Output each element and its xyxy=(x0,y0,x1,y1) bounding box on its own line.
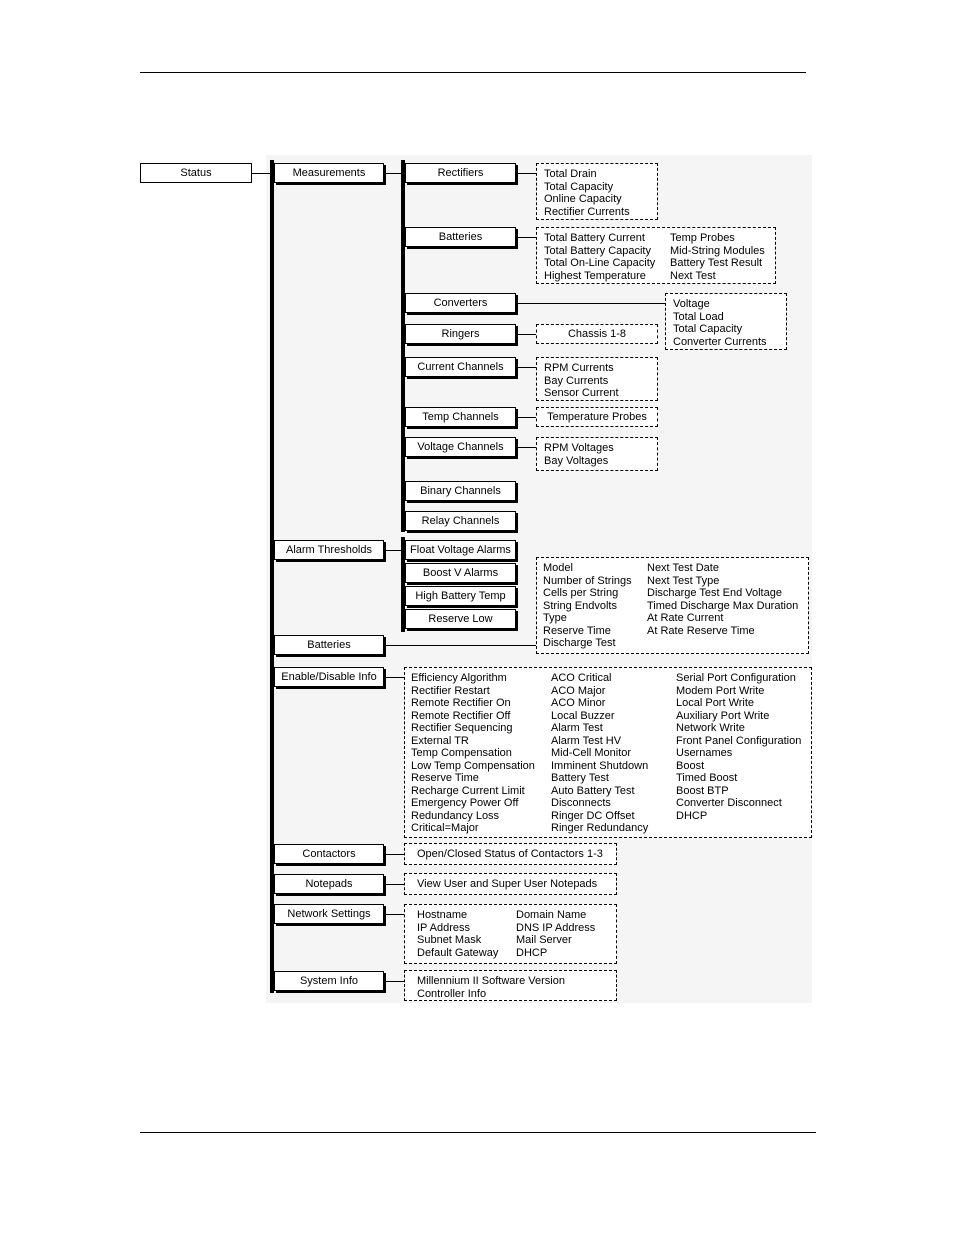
detail-item: Battery Test Result xyxy=(670,257,763,269)
detail-item: Number of Strings xyxy=(543,574,632,587)
measurements-node xyxy=(274,163,384,183)
detail-item: Default Gateway xyxy=(417,946,499,959)
detail-item: External TR xyxy=(411,734,469,747)
detail-item: Mid-Cell Monitor xyxy=(551,747,632,759)
detail-item: Low Temp Compensation xyxy=(411,759,535,772)
detail-item: Network Write xyxy=(676,722,745,734)
detail-item: Boost BTP xyxy=(676,784,729,797)
detail-item: Critical=Major xyxy=(411,822,479,834)
notepads-label: Notepads xyxy=(305,877,353,890)
level1-trunk xyxy=(270,160,274,993)
footer-rule xyxy=(140,1132,816,1133)
notepads-node xyxy=(274,874,384,894)
high-battery-temp-label: High Battery Temp xyxy=(415,589,506,602)
detail-item: Disconnects xyxy=(551,797,611,809)
detail-item: Chassis 1-8 xyxy=(567,327,627,340)
detail-item: Ringer DC Offset xyxy=(551,809,635,822)
detail-item: Alarm Test HV xyxy=(551,734,622,747)
connector xyxy=(516,417,536,418)
batteries-detail xyxy=(536,557,809,654)
connector xyxy=(516,447,536,448)
voltage-channels-node xyxy=(405,437,516,457)
temp-channels-detail xyxy=(536,407,658,427)
detail-item: Imminent Shutdown xyxy=(551,759,649,772)
temp-channels-label: Temp Channels xyxy=(422,410,499,423)
detail-item: DHCP xyxy=(676,809,708,822)
detail-item: Recharge Current Limit xyxy=(411,784,525,797)
detail-item: Redundancy Loss xyxy=(411,809,500,822)
connector xyxy=(384,645,536,646)
detail-item: Converter Disconnect xyxy=(676,797,782,809)
header-rule xyxy=(140,72,806,73)
detail-item: Efficiency Algorithm xyxy=(411,672,507,684)
connector xyxy=(384,914,404,915)
detail-item: Type xyxy=(543,612,567,624)
detail-item: Timed Discharge Max Duration xyxy=(647,599,799,612)
batteries-label: Batteries xyxy=(307,638,351,651)
detail-item: Next Test Date xyxy=(647,562,719,574)
batteries-node xyxy=(274,635,384,655)
converters-node xyxy=(405,293,516,313)
detail-item: Total Battery Current xyxy=(544,232,645,244)
connector xyxy=(384,677,404,678)
detail-item: String Endvolts xyxy=(543,599,617,612)
detail-item: Voltage xyxy=(673,298,710,310)
voltage-channels-detail xyxy=(536,437,658,471)
connector xyxy=(516,237,536,238)
detail-item: Millennium II Software Version xyxy=(417,975,565,987)
detail-item: Total Capacity xyxy=(673,323,743,335)
detail-item: RPM Voltages xyxy=(544,442,614,454)
system-info-label: System Info xyxy=(299,974,359,987)
enable-disable-label: Enable/Disable Info xyxy=(281,670,377,683)
detail-item: ACO Major xyxy=(551,684,606,697)
network-settings-node xyxy=(274,904,384,924)
detail-item: Rectifier Sequencing xyxy=(411,722,513,734)
detail-item: Controller Info xyxy=(417,987,487,1000)
high-battery-temp-node xyxy=(405,586,516,606)
detail-item: Discharge Test End Voltage xyxy=(647,587,782,599)
detail-item: Emergency Power Off xyxy=(411,797,519,809)
detail-item: Front Panel Configuration xyxy=(676,734,802,747)
network-settings-detail xyxy=(404,904,617,964)
batteries-measure-detail xyxy=(536,227,776,284)
detail-item: Reserve Time xyxy=(543,624,611,637)
binary-channels-node xyxy=(405,481,516,501)
detail-item: Temp Probes xyxy=(670,232,735,244)
detail-item: ACO Minor xyxy=(551,697,606,709)
relay-channels-label: Relay Channels xyxy=(421,514,500,527)
detail-item: Rectifier Restart xyxy=(411,684,490,697)
connector xyxy=(252,173,272,174)
detail-item: Remote Rectifier Off xyxy=(411,709,511,722)
detail-item: Open/Closed Status of Contactors 1-3 xyxy=(417,847,603,860)
batteries-measure-label: Batteries xyxy=(438,230,483,243)
detail-item: Mid-String Modules xyxy=(670,244,765,257)
rectifiers-detail xyxy=(536,163,658,220)
relay-channels-node xyxy=(405,511,516,531)
detail-item: Temp Compensation xyxy=(411,747,512,759)
alarm-thresholds-node xyxy=(274,540,384,560)
converters-detail xyxy=(665,293,787,350)
binary-channels-label: Binary Channels xyxy=(420,484,501,497)
detail-item: Total Load xyxy=(673,310,724,323)
batteries-measure-node xyxy=(405,227,516,247)
detail-item: Hostname xyxy=(417,909,468,921)
detail-item: DHCP xyxy=(516,946,548,959)
detail-item: Auto Battery Test xyxy=(551,784,635,797)
detail-item: Alarm Test xyxy=(551,722,603,734)
voltage-channels-label: Voltage Channels xyxy=(417,440,504,453)
alarm-thresholds-label: Alarm Thresholds xyxy=(286,543,372,556)
detail-item: Remote Rectifier On xyxy=(411,697,511,709)
detail-item: Total Battery Capacity xyxy=(544,244,651,257)
current-channels-node xyxy=(405,357,516,377)
detail-item: Serial Port Configuration xyxy=(676,672,796,684)
detail-item: Timed Boost xyxy=(676,772,738,784)
enable-disable-node xyxy=(274,667,384,687)
detail-item: Temperature Probes xyxy=(547,410,647,423)
detail-item: Discharge Test xyxy=(543,637,616,649)
boost-v-alarms-label: Boost V Alarms xyxy=(422,566,499,579)
float-voltage-alarms-label: Float Voltage Alarms xyxy=(410,543,511,556)
current-channels-label: Current Channels xyxy=(417,360,504,373)
connector xyxy=(516,173,536,174)
detail-item: Local Port Write xyxy=(676,697,755,709)
connector xyxy=(384,884,404,885)
detail-item: Next Test xyxy=(670,269,716,282)
ringers-detail xyxy=(536,324,658,344)
status-node xyxy=(140,163,252,183)
reserve-low-node xyxy=(405,609,516,629)
contactors-label: Contactors xyxy=(302,847,356,860)
current-channels-detail xyxy=(536,357,658,401)
measurements-label: Measurements xyxy=(292,166,366,179)
detail-item: Ringer Redundancy xyxy=(551,822,649,834)
connector xyxy=(516,303,665,304)
float-voltage-alarms-node xyxy=(405,540,516,560)
detail-item: Rectifier Currents xyxy=(544,205,630,218)
detail-item: At Rate Reserve Time xyxy=(647,624,755,637)
detail-item: At Rate Current xyxy=(647,612,724,624)
detail-item: RPM Currents xyxy=(544,362,614,374)
status-label: Status xyxy=(180,166,212,179)
detail-item: Auxiliary Port Write xyxy=(676,709,770,722)
detail-item: Total Capacity xyxy=(544,180,614,193)
reserve-low-label: Reserve Low xyxy=(428,612,493,625)
detail-item: Sensor Current xyxy=(544,387,619,399)
network-settings-label: Network Settings xyxy=(287,907,371,920)
detail-item: DNS IP Address xyxy=(516,921,596,934)
detail-item: View User and Super User Notepads xyxy=(417,877,598,890)
boost-v-alarms-node xyxy=(405,563,516,583)
detail-item: Domain Name xyxy=(516,909,587,921)
connector xyxy=(516,367,536,368)
detail-item: Usernames xyxy=(676,747,733,759)
measurements-trunk xyxy=(401,160,405,532)
connector xyxy=(384,550,404,551)
ringers-label: Ringers xyxy=(441,327,480,340)
connector xyxy=(384,981,404,982)
connector xyxy=(516,334,536,335)
contactors-node xyxy=(274,844,384,864)
detail-item: Subnet Mask xyxy=(417,934,482,946)
detail-item: Battery Test xyxy=(551,772,609,784)
rectifiers-label: Rectifiers xyxy=(437,166,484,179)
detail-item: Total On-Line Capacity xyxy=(544,257,656,269)
detail-item: Boost xyxy=(676,759,705,772)
detail-item: Next Test Type xyxy=(647,574,720,587)
system-info-node xyxy=(274,971,384,991)
detail-item: IP Address xyxy=(417,921,470,934)
notepads-detail xyxy=(404,873,617,895)
detail-item: Converter Currents xyxy=(673,335,767,348)
connector xyxy=(384,854,404,855)
detail-item: Total Drain xyxy=(544,168,597,180)
detail-item: Bay Currents xyxy=(544,374,609,387)
enable-disable-detail xyxy=(404,667,812,838)
detail-item: Cells per String xyxy=(543,587,619,599)
connector xyxy=(384,173,404,174)
rectifiers-node xyxy=(405,163,516,183)
detail-item: Mail Server xyxy=(516,934,572,946)
temp-channels-node xyxy=(405,407,516,427)
detail-item: Model xyxy=(543,562,573,574)
ringers-node xyxy=(405,324,516,344)
detail-item: Highest Temperature xyxy=(544,269,646,282)
detail-item: Bay Voltages xyxy=(544,454,609,467)
system-info-detail xyxy=(404,970,617,1001)
detail-item: Modem Port Write xyxy=(676,684,765,697)
converters-label: Converters xyxy=(433,296,488,309)
contactors-detail xyxy=(404,843,617,865)
detail-item: Online Capacity xyxy=(544,193,622,205)
detail-item: Reserve Time xyxy=(411,772,479,784)
detail-item: ACO Critical xyxy=(551,672,612,684)
detail-item: Local Buzzer xyxy=(551,709,615,722)
